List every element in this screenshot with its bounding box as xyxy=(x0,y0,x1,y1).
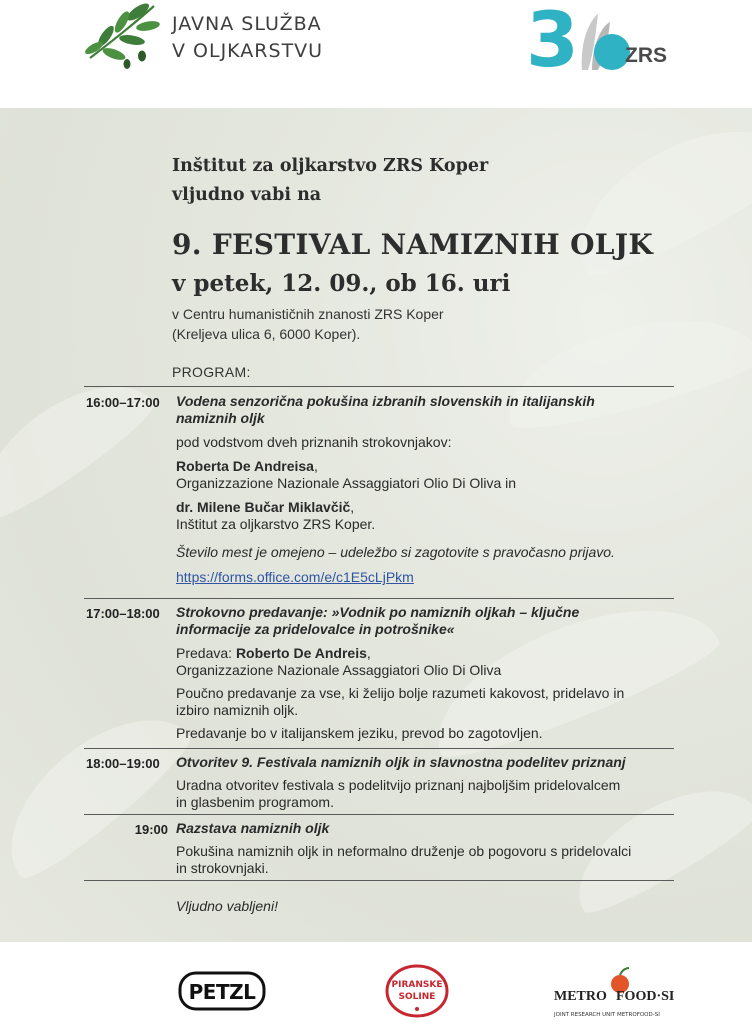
session-title-line: Vodena senzorična pokušina izbranih slovenskih in italijanskih xyxy=(176,393,595,409)
lecture-desc: Poučno predavanje za vse, ki želijo bolje razumeti kakovost, pridelavo in xyxy=(176,685,625,701)
speaker-comma: , xyxy=(313,458,318,474)
session-3 xyxy=(176,754,676,811)
zrs-label: ZRS xyxy=(625,44,667,67)
logo-line-2: V OLJKARSTVU xyxy=(172,40,324,62)
speaker-name: dr. Milene Bučar Miklavčič xyxy=(176,499,351,515)
divider xyxy=(84,386,674,387)
decorative-leaf xyxy=(0,687,200,890)
petzl-text: PETZL xyxy=(188,980,256,1004)
session-title: Razstava namiznih oljk xyxy=(176,820,330,836)
lecturer-name: Roberto De Andreis xyxy=(235,645,367,661)
session-time: 17:00–18:00 xyxy=(86,606,160,621)
session-title-line: namiznih oljk xyxy=(176,410,265,426)
piranske-soline-logo-icon xyxy=(385,964,449,1018)
event-date: v petek, 12. 09., ob 16. uri xyxy=(172,270,511,297)
speaker-org: Inštitut za oljkarstvo ZRS Koper. xyxy=(176,516,376,532)
invitation-intro xyxy=(172,152,488,210)
divider xyxy=(84,748,674,749)
lecture-language: Predavanje bo v italijanskem jeziku, prevod bo zagotovljen. xyxy=(176,725,543,741)
logo-text xyxy=(172,11,323,65)
session-4 xyxy=(176,820,676,877)
soline-text: SOLINE xyxy=(398,992,436,1002)
decorative-leaf xyxy=(0,357,162,529)
lecturer-comma: , xyxy=(366,645,371,661)
speaker-name: Roberta De Andreisa xyxy=(176,458,314,474)
venue-line-1: v Centru humanističnih znanosti ZRS Koper xyxy=(172,306,444,322)
speaker-2 xyxy=(176,499,676,516)
session-2 xyxy=(176,604,676,742)
metro-text: METRO xyxy=(554,989,607,1004)
session-title-line: Strokovno predavanje: »Vodnik po namiznih oljkah – ključne xyxy=(176,604,580,620)
food-si-text: FOOD·SI xyxy=(616,989,675,1004)
petzl-logo-icon xyxy=(178,969,268,1013)
session-desc: in glasbenim programom. xyxy=(176,794,334,810)
metrofood-si-logo-icon xyxy=(552,964,682,1020)
registration-note: Število mest je omejeno – udeležbo si zagotovite s pravočasno prijavo. xyxy=(176,544,615,560)
session-time: 16:00–17:00 xyxy=(86,395,160,410)
event-title: 9. FESTIVAL NAMIZNIH OLJK xyxy=(172,228,653,261)
lecturer xyxy=(176,645,676,662)
header xyxy=(0,0,752,108)
venue xyxy=(172,304,444,344)
closing-line: Vljudno vabljeni! xyxy=(176,898,278,914)
session-1 xyxy=(176,393,676,586)
speaker-comma: , xyxy=(350,499,355,515)
lecture-desc: izbiro namiznih oljk. xyxy=(176,702,299,718)
program-label: PROGRAM: xyxy=(172,364,251,380)
session-desc: Uradna otvoritev festivala s podelitvijo priznanj najboljšim pridelovalcem xyxy=(176,777,621,793)
piranske-text: PIRANSKE xyxy=(391,980,443,990)
olive-branch-logo-icon xyxy=(82,0,162,76)
divider xyxy=(84,814,674,815)
venue-line-2: (Kreljeva ulica 6, 6000 Koper). xyxy=(172,326,361,342)
metro-subtitle: JOINT RESEARCH UNIT METROFOOD-SI xyxy=(554,1012,660,1018)
session-desc: Pokušina namiznih oljk in neformalno druženje ob pogovoru s pridelovalci xyxy=(176,843,632,859)
session-title: Otvoritev 9. Festivala namiznih oljk in slavnostna podelitev priznanj xyxy=(176,754,626,770)
invites-line: vljudno vabi na xyxy=(172,185,322,205)
divider xyxy=(84,880,674,881)
lecturer-org: Organizzazione Nazionale Assaggiatori Olio Di Oliva xyxy=(176,662,502,678)
session-desc: in strokovnjaki. xyxy=(176,860,269,876)
session-intro: pod vodstvom dveh priznanih strokovnjakov: xyxy=(176,434,452,450)
session-time: 19:00 xyxy=(134,822,168,837)
decorative-leaf xyxy=(553,108,752,289)
session-time: 18:00–19:00 xyxy=(86,756,160,771)
institute-line: Inštitut za oljkarstvo ZRS Koper xyxy=(172,156,489,176)
logo-line-1: JAVNA SLUŽBA xyxy=(172,13,322,35)
speaker-1 xyxy=(176,458,676,475)
divider xyxy=(84,598,674,599)
lecturer-prefix: Predava: xyxy=(176,645,236,661)
speaker-org: Organizzazione Nazionale Assaggiatori Olio Di Oliva in xyxy=(176,475,517,491)
anniversary-digit: 3 xyxy=(526,0,579,78)
session-title-line: informacije za pridelovalce in potrošnike« xyxy=(176,621,455,637)
registration-link[interactable]: https://forms.office.com/e/c1E5cLjPkm xyxy=(176,569,414,585)
